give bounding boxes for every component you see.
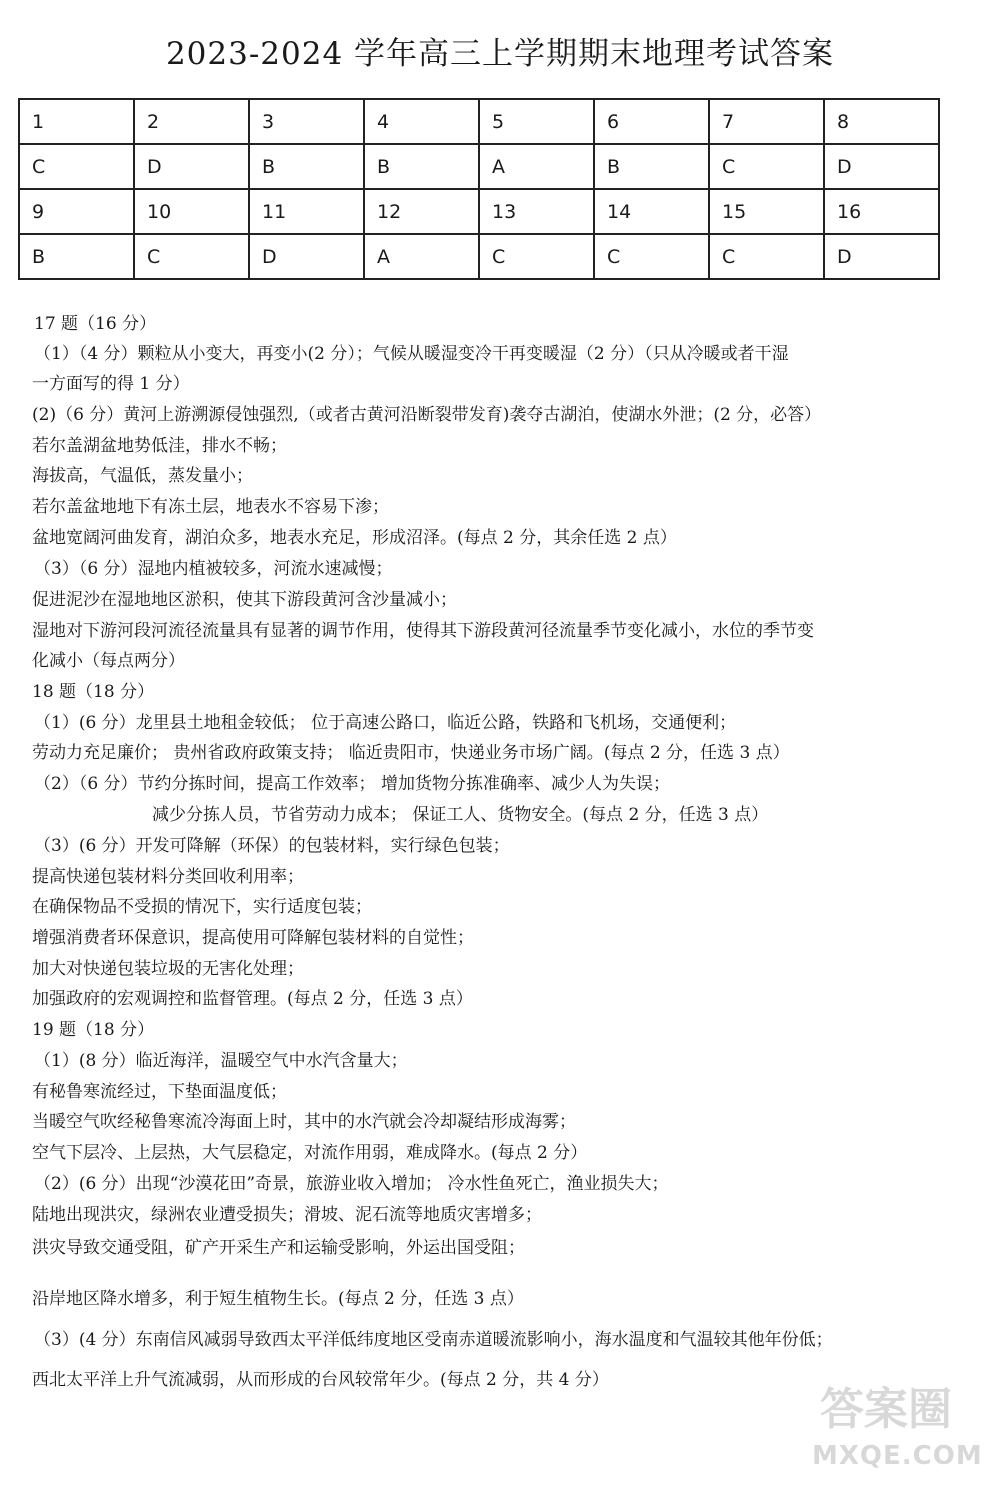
- answer-line: 加强政府的宏观调控和监督管理。(每点 2 分，任选 3 点）: [32, 989, 473, 1009]
- answer-line: （1）(8 分）临近海洋，温暖空气中水汽含量大；: [34, 1051, 408, 1071]
- question-number-cell: 7: [709, 99, 824, 144]
- answer-row: [19, 234, 939, 279]
- answer-cell: A: [364, 234, 479, 279]
- answer-line: 18 题（18 分）: [32, 682, 155, 702]
- answer-cell: C: [134, 234, 249, 279]
- answer-row: [19, 144, 939, 189]
- answer-line: 劳动力充足廉价； 贵州省政府政策支持； 临近贵阳市，快递业务市场广阔。(每点 2 分，任选 3 点）: [32, 743, 790, 763]
- answer-cell: B: [249, 144, 364, 189]
- answer-line: (2)（6 分）黄河上游溯源侵蚀强烈,（或者古黄河沿断裂带发育)袭夺古湖泊，使湖水外泄；(2 分，必答）: [32, 405, 822, 425]
- answer-line: 19 题（18 分）: [32, 1020, 155, 1040]
- question-number-cell: 12: [364, 189, 479, 234]
- question-number-cell: 5: [479, 99, 594, 144]
- answer-cell: A: [479, 144, 594, 189]
- answer-line: （1）(6 分）龙里县土地租金较低； 位于高速公路口，临近公路，铁路和飞机场，交通便利；: [34, 713, 737, 733]
- answer-line: 海拔高，气温低，蒸发量小；: [32, 466, 253, 486]
- answer-line: 若尔盖湖盆地势低洼，排水不畅；: [32, 436, 287, 456]
- answer-line: 提高快递包装材料分类回收利用率；: [32, 867, 304, 887]
- answer-cell: B: [364, 144, 479, 189]
- answer-cell: D: [249, 234, 364, 279]
- answer-line: （3）(6 分）开发可降解（环保）的包装材料，实行绿色包装；: [34, 836, 510, 856]
- question-number-cell: 3: [249, 99, 364, 144]
- answer-line: （3）（6 分）湿地内植被较多，河流水速减慢；: [34, 559, 393, 579]
- answer-line: 洪灾导致交通受阻，矿产开采生产和运输受影响，外运出国受阻；: [32, 1238, 525, 1258]
- answer-cell: B: [19, 234, 134, 279]
- answer-cell: D: [824, 144, 939, 189]
- answer-line: 盆地宽阔河曲发育，湖泊众多，地表水充足，形成沼泽。(每点 2 分，其余任选 2 点）: [32, 528, 677, 548]
- answer-line: 陆地出现洪灾，绿洲农业遭受损失；滑坡、泥石流等地质灾害增多；: [32, 1205, 542, 1225]
- answer-line: 沿岸地区降水增多，利于短生植物生长。(每点 2 分，任选 3 点）: [32, 1289, 524, 1309]
- answer-line: 湿地对下游河段河流径流量具有显著的调节作用，使得其下游段黄河径流量季节变化减小，水位的季节变: [32, 621, 814, 641]
- question-number-cell: 16: [824, 189, 939, 234]
- question-number-cell: 2: [134, 99, 249, 144]
- page-title: 2023-2024 学年高三上学期期末地理考试答案: [165, 36, 835, 72]
- answer-line: 加大对快递包装垃圾的无害化处理；: [32, 959, 304, 979]
- answer-cell: D: [134, 144, 249, 189]
- answer-line: 当暖空气吹经秘鲁寒流冷海面上时，其中的水汽就会冷却凝结形成海雾；: [32, 1112, 576, 1132]
- question-number-row: [19, 189, 939, 234]
- question-number-cell: 1: [19, 99, 134, 144]
- watermark: [812, 1371, 982, 1471]
- answer-cell: B: [594, 144, 709, 189]
- question-number-cell: 11: [249, 189, 364, 234]
- question-number-cell: 8: [824, 99, 939, 144]
- answer-cell: C: [709, 234, 824, 279]
- question-number-cell: 4: [364, 99, 479, 144]
- answer-line: 减少分拣人员，节省劳动力成本； 保证工人、货物安全。(每点 2 分，任选 3 点）: [152, 805, 769, 825]
- answer-cell: C: [594, 234, 709, 279]
- question-number-cell: 15: [709, 189, 824, 234]
- question-number-cell: 13: [479, 189, 594, 234]
- watermark-text: MXQE.COM: [812, 1441, 983, 1471]
- answer-line: 在确保物品不受损的情况下，实行适度包装；: [32, 897, 372, 917]
- answer-line: 有秘鲁寒流经过，下垫面温度低；: [32, 1082, 287, 1102]
- watermark-logo: 答案圈: [820, 1384, 952, 1435]
- question-number-cell: 14: [594, 189, 709, 234]
- answer-line: （2）（6 分）节约分拣时间，提高工作效率； 增加货物分拣准确率、减少人为失误；: [34, 774, 670, 794]
- answer-cell: C: [709, 144, 824, 189]
- answer-line: （1）（4 分）颗粒从小变大，再变小(2 分）；气候从暖湿变冷干再变暖湿（2 分）（只从冷暖或者干湿: [34, 344, 789, 364]
- answer-line: 一方面写的得 1 分）: [32, 374, 190, 394]
- question-number-cell: 6: [594, 99, 709, 144]
- answer-cell: C: [479, 234, 594, 279]
- question-number-cell: 9: [19, 189, 134, 234]
- answer-line: 17 题（16 分）: [34, 314, 157, 334]
- answer-line: 西北太平洋上升气流减弱，从而形成的台风较常年少。(每点 2 分，共 4 分）: [32, 1370, 609, 1390]
- question-number-cell: 10: [134, 189, 249, 234]
- answer-cell: C: [19, 144, 134, 189]
- answer-line: 空气下层冷、上层热，大气层稳定，对流作用弱，难成降水。(每点 2 分）: [32, 1143, 588, 1163]
- answer-table: [18, 98, 940, 280]
- answer-line: 若尔盖盆地地下有冻土层，地表水不容易下渗；: [32, 497, 389, 517]
- answer-line: （2）(6 分）出现“沙漠花田”奇景，旅游业收入增加； 冷水性鱼死亡，渔业损失大；: [34, 1174, 669, 1194]
- question-number-row: [19, 99, 939, 144]
- answer-line: 促进泥沙在湿地地区淤积，使其下游段黄河含沙量减小；: [32, 590, 457, 610]
- answer-line: 增强消费者环保意识，提高使用可降解包装材料的自觉性；: [32, 928, 474, 948]
- answer-line: 化减小（每点两分）: [32, 651, 185, 671]
- answer-cell: D: [824, 234, 939, 279]
- answer-line: （3）(4 分）东南信风减弱导致西太平洋低纬度地区受南赤道暖流影响小，海水温度和气温较其他年份低；: [34, 1330, 833, 1350]
